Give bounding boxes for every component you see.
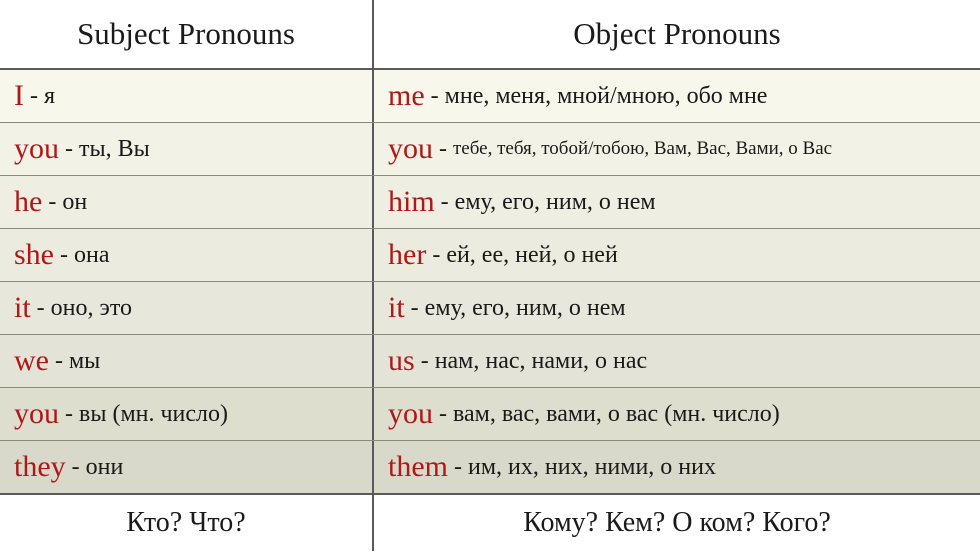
- subject-translation: я: [44, 82, 56, 109]
- subject-translation: она: [74, 241, 110, 268]
- table-row: [0, 441, 980, 493]
- subject-cell: [0, 229, 374, 281]
- object-cell: [374, 388, 980, 440]
- object-cell: [374, 282, 980, 334]
- table-row: [0, 388, 980, 441]
- table-row: [0, 123, 980, 176]
- object-translation: тебе, тебя, тобой/тобою, Вам, Вас, Вами, о Вас: [453, 138, 833, 159]
- subject-pronoun: he: [14, 185, 43, 218]
- subject-cell: [0, 388, 374, 440]
- object-pronoun: you: [388, 397, 433, 430]
- subject-pronoun: I: [14, 79, 24, 112]
- object-cell: [374, 335, 980, 387]
- table-footer-row: [0, 495, 980, 551]
- separator: -: [410, 294, 419, 321]
- subject-translation: мы: [68, 347, 101, 374]
- object-translation: ему, его, ним, о нем: [454, 188, 656, 215]
- object-pronoun: them: [388, 450, 448, 483]
- object-pronoun: us: [388, 344, 415, 377]
- table-body: [0, 68, 980, 495]
- table-row: [0, 229, 980, 282]
- object-translation: им, их, них, ними, о них: [468, 453, 716, 480]
- subject-translation: они: [85, 453, 124, 480]
- table-header-row: [0, 0, 980, 68]
- subject-cell: [0, 441, 374, 493]
- separator: -: [65, 135, 73, 162]
- table-row: [0, 335, 980, 388]
- subject-pronoun: it: [14, 291, 31, 324]
- separator: -: [65, 400, 73, 427]
- separator: -: [71, 453, 80, 480]
- subject-translation: ты, Вы: [79, 135, 150, 162]
- separator: -: [430, 82, 439, 109]
- object-pronoun: him: [388, 185, 435, 218]
- separator: -: [54, 347, 63, 374]
- subject-pronoun: they: [14, 450, 66, 483]
- separator: -: [440, 188, 449, 215]
- separator: -: [48, 188, 57, 215]
- table-row: [0, 176, 980, 229]
- header-subject-pronouns: Subject Pronouns: [0, 0, 374, 68]
- object-translation: ему, его, ним, о нем: [424, 294, 626, 321]
- subject-pronoun: she: [14, 238, 54, 271]
- footer-object-questions: Кому? Кем? О ком? Кого?: [523, 507, 831, 538]
- object-pronoun: her: [388, 238, 427, 271]
- object-translation: ей, ее, ней, о ней: [446, 241, 618, 268]
- subject-translation: оно, это: [50, 294, 132, 321]
- object-cell: [374, 123, 980, 175]
- object-pronoun: it: [388, 291, 405, 324]
- object-pronoun: me: [388, 79, 425, 112]
- table-row: [0, 70, 980, 123]
- subject-translation: вы (мн. число): [79, 400, 229, 427]
- object-pronoun: you: [388, 132, 433, 165]
- table-row: [0, 282, 980, 335]
- footer-subject-questions: Кто? Что?: [0, 495, 374, 551]
- object-translation: вам, вас, вами, о вас (мн. число): [453, 400, 780, 427]
- subject-translation: он: [62, 188, 88, 215]
- separator: -: [454, 453, 462, 480]
- separator: -: [36, 294, 45, 321]
- subject-cell: [0, 335, 374, 387]
- header-object-pronouns: Object Pronouns: [573, 16, 781, 51]
- subject-pronoun: we: [14, 344, 49, 377]
- separator: -: [60, 241, 68, 268]
- separator: -: [420, 347, 429, 374]
- separator: -: [432, 241, 441, 268]
- subject-cell: [0, 123, 374, 175]
- object-cell: [374, 70, 980, 122]
- subject-cell: [0, 176, 374, 228]
- object-translation: мне, меня, мной/мною, обо мне: [444, 82, 768, 109]
- subject-cell: [0, 70, 374, 122]
- object-cell: [374, 229, 980, 281]
- subject-pronoun: you: [14, 132, 59, 165]
- separator: -: [439, 400, 447, 427]
- subject-pronoun: you: [14, 397, 59, 430]
- separator: -: [439, 135, 447, 162]
- separator: -: [30, 82, 38, 109]
- object-translation: нам, нас, нами, о нас: [434, 347, 648, 374]
- object-cell: [374, 441, 980, 493]
- subject-cell: [0, 282, 374, 334]
- object-cell: [374, 176, 980, 228]
